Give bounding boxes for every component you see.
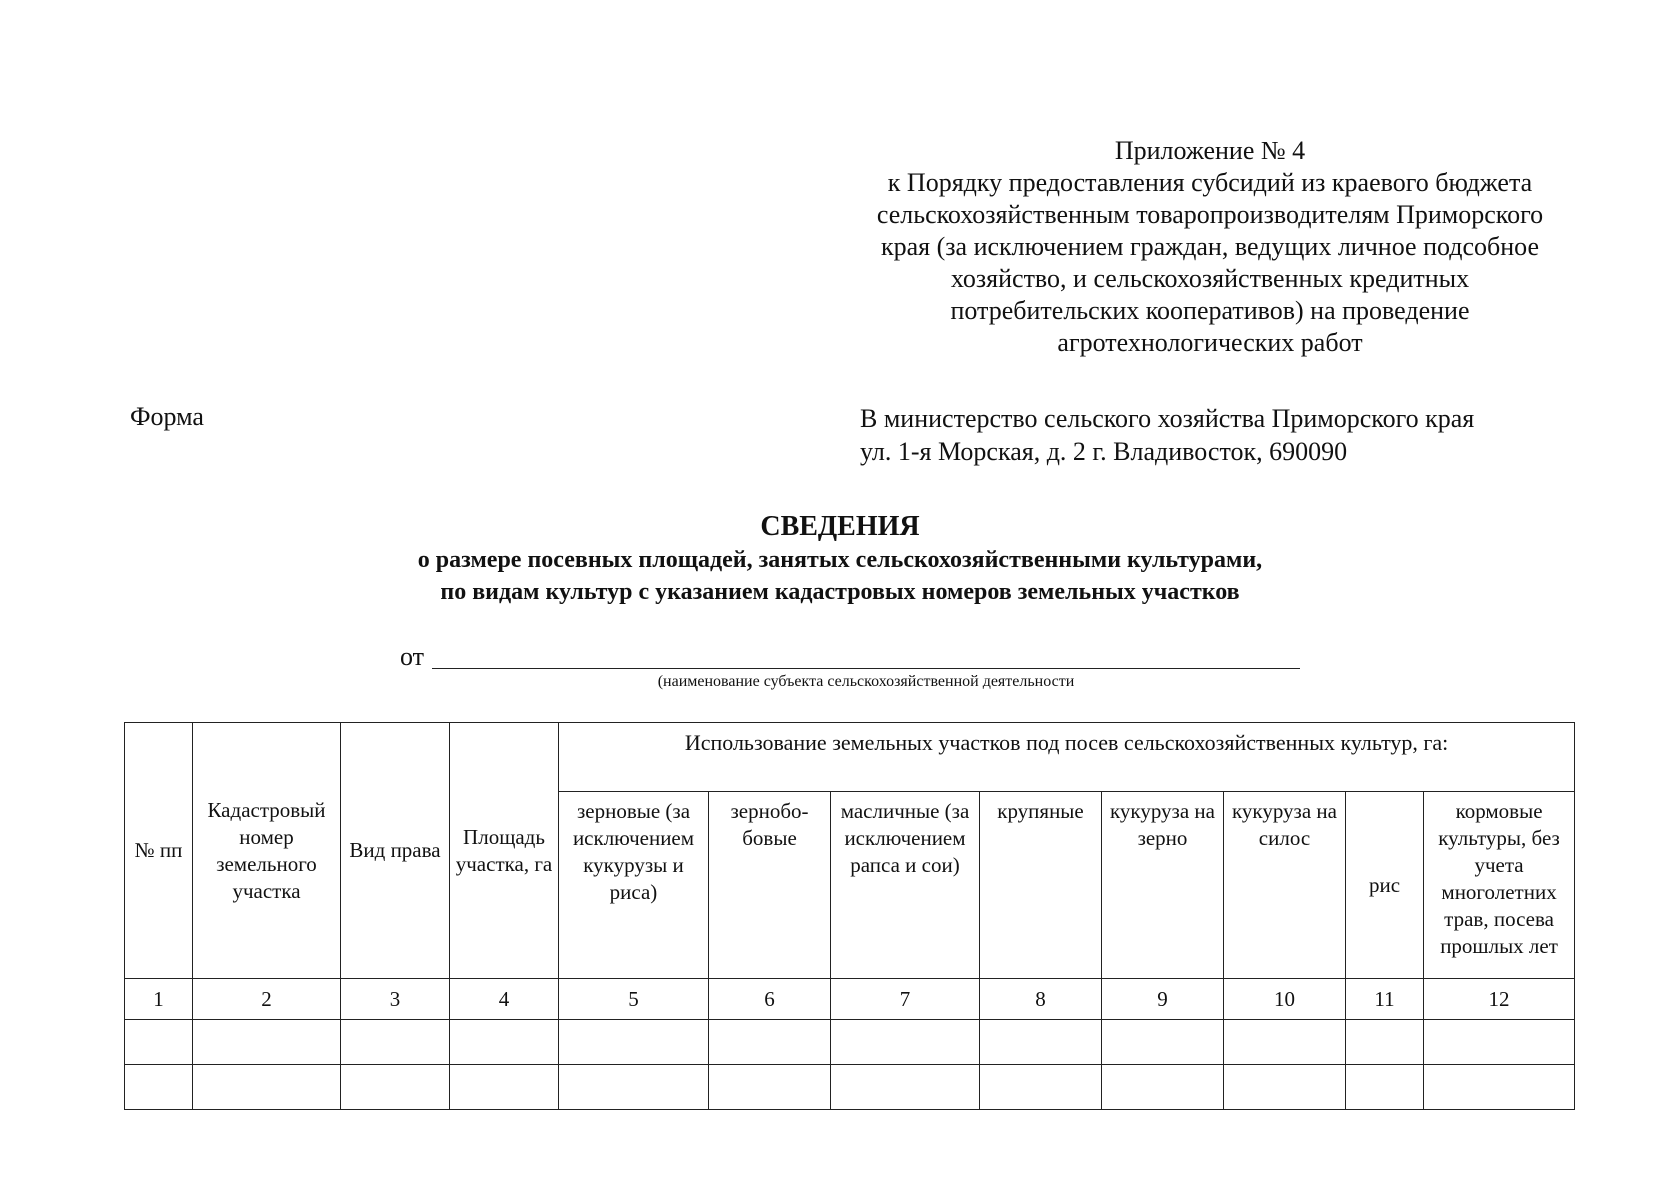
- document-title: СВЕДЕНИЯ: [760, 511, 920, 542]
- table-cell[interactable]: [1224, 1065, 1346, 1110]
- col-header-groats: крупяные: [980, 792, 1102, 979]
- column-number: 2: [193, 979, 341, 1020]
- table-cell[interactable]: [1102, 1065, 1224, 1110]
- recipient-line: В министерство сельского хозяйства Приморского края: [860, 404, 1475, 433]
- appendix-line: хозяйство, и сельскохозяйственных кредитных: [950, 264, 1470, 293]
- appendix-line: агротехнологических работ: [1057, 328, 1363, 357]
- table-row: [125, 1065, 1575, 1110]
- document-subtitle: [0, 544, 1680, 608]
- column-number: 6: [709, 979, 831, 1020]
- table-cell[interactable]: [341, 1020, 450, 1065]
- table-cell[interactable]: [709, 1065, 831, 1110]
- table-cell[interactable]: [831, 1065, 980, 1110]
- col-header-corn-grain: кукуруза на зерно: [1102, 792, 1224, 979]
- column-number: 10: [1224, 979, 1346, 1020]
- col-header-grain: зерновые (за исключением кукурузы и риса): [559, 792, 709, 979]
- recipient-line: ул. 1-я Морская, д. 2 г. Владивосток, 690090: [860, 437, 1348, 466]
- col-header-plot-area: Площадь участка, га: [450, 723, 559, 979]
- column-number: 1: [125, 979, 193, 1020]
- table-cell[interactable]: [1102, 1020, 1224, 1065]
- col-header-oilseeds: масличные (за исключением рапса и сои): [831, 792, 980, 979]
- table-cell[interactable]: [980, 1020, 1102, 1065]
- column-number: 12: [1424, 979, 1575, 1020]
- appendix-line: к Порядку предоставления субсидий из краевого бюджета: [887, 168, 1533, 197]
- table-cell[interactable]: [1424, 1020, 1575, 1065]
- column-numbers-row: [125, 979, 1575, 1020]
- column-number: 5: [559, 979, 709, 1020]
- table-cell[interactable]: [193, 1020, 341, 1065]
- form-label: Форма: [130, 402, 204, 431]
- sown-area-table: [124, 722, 1575, 1110]
- table-cell[interactable]: [450, 1065, 559, 1110]
- table-cell[interactable]: [341, 1065, 450, 1110]
- col-header-cadastral-number: Кадастровый номер земельного участка: [193, 723, 341, 979]
- table-cell[interactable]: [1424, 1065, 1575, 1110]
- table-cell[interactable]: [709, 1020, 831, 1065]
- col-header-legumes: зернобо-бовые: [709, 792, 831, 979]
- subtitle-line: по видам культур с указанием кадастровых номеров земельных участков: [440, 579, 1240, 605]
- entity-name-field[interactable]: [432, 668, 1300, 669]
- table-cell[interactable]: [125, 1065, 193, 1110]
- column-number: 4: [450, 979, 559, 1020]
- table-row: [125, 1020, 1575, 1065]
- entity-name-caption: (наименование субъекта сельскохозяйственной деятельности: [657, 673, 1075, 690]
- col-header-corn-silage: кукуруза на силос: [1224, 792, 1346, 979]
- table-cell[interactable]: [1346, 1020, 1424, 1065]
- table-cell[interactable]: [559, 1065, 709, 1110]
- table-cell[interactable]: [1346, 1065, 1424, 1110]
- col-header-forage-crops: кормовые культуры, без учета многолетних трав, посева прошлых лет: [1424, 792, 1575, 979]
- table-cell[interactable]: [980, 1065, 1102, 1110]
- column-number: 9: [1102, 979, 1224, 1020]
- col-header-right-type: Вид права: [341, 723, 450, 979]
- from-label: от: [400, 642, 425, 671]
- appendix-line: сельскохозяйственным товаропроизводителям Приморского: [876, 200, 1544, 229]
- col-header-rice: рис: [1346, 792, 1424, 979]
- table-cell[interactable]: [193, 1065, 341, 1110]
- subtitle-line: о размере посевных площадей, занятых сельскохозяйственными культурами,: [417, 547, 1263, 573]
- table-cell[interactable]: [559, 1020, 709, 1065]
- appendix-line: края (за исключением граждан, ведущих личное подсобное: [880, 232, 1540, 261]
- column-number: 8: [980, 979, 1102, 1020]
- column-number: 11: [1346, 979, 1424, 1020]
- recipient-address: [860, 402, 1474, 468]
- appendix-line: потребительских кооперативов) на проведение: [950, 296, 1470, 325]
- document-heading: [0, 510, 1680, 608]
- col-header-number: № пп: [125, 723, 193, 979]
- table-cell[interactable]: [125, 1020, 193, 1065]
- appendix-line: Приложение № 4: [1114, 136, 1306, 165]
- table-cell[interactable]: [450, 1020, 559, 1065]
- column-number: 7: [831, 979, 980, 1020]
- table-cell[interactable]: [831, 1020, 980, 1065]
- column-number: 3: [341, 979, 450, 1020]
- table-cell[interactable]: [1224, 1020, 1346, 1065]
- col-group-header-land-use: Использование земельных участков под посев сельскохозяйственных культур, га:: [559, 723, 1575, 792]
- appendix-reference: [800, 135, 1620, 359]
